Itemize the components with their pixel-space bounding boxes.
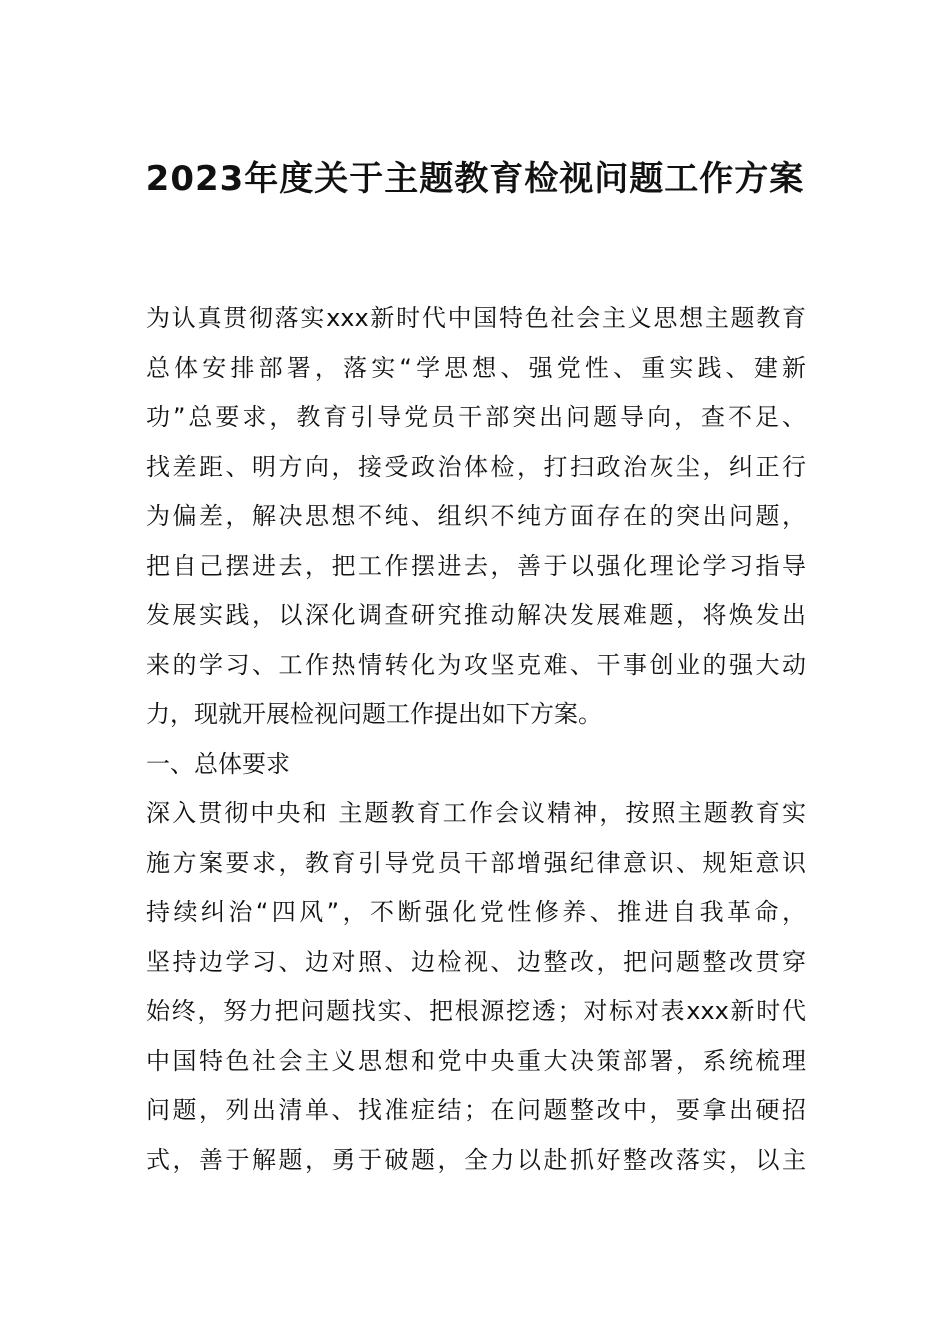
text-line: 持续纠治“四风”，不断强化党性修养、推进自我革命， <box>146 898 806 926</box>
text-line: 问题，列出清单、找准症结；在问题整改中，要拿出硬招 <box>146 1096 806 1124</box>
text-line: 力，现就开展检视问题工作提出如下方案。 <box>146 700 602 728</box>
text-line: 功”总要求，教育引导党员干部突出问题导向，查不足、 <box>146 403 806 431</box>
document-title: 2023年度关于主题教育检视问题工作方案 <box>145 159 805 199</box>
text-line: 发展实践，以深化调查研究推动解决发展难题，将焕发出 <box>146 601 806 629</box>
text-line: 坚持边学习、边对照、边检视、边整改，把问题整改贯穿 <box>146 947 806 976</box>
text-line: 为认真贯彻落实xxx新时代中国特色社会主义思想主题教育 <box>146 304 806 332</box>
text-line: 找差距、明方向，接受政治体检，打扫政治灰尘，纠正行 <box>146 452 806 481</box>
text-line: 把自己摆进去，把工作摆进去，善于以强化理论学习指导 <box>146 551 806 580</box>
text-line: 来的学习、工作热情转化为攻坚克难、干事创业的强大动 <box>146 650 806 679</box>
text-line: 深入贯彻中央和 主题教育工作会议精神，按照主题教育实 <box>146 799 806 827</box>
text-line: 为偏差，解决思想不纯、组织不纯方面存在的突出问题， <box>146 502 806 530</box>
text-line: 中国特色社会主义思想和党中央重大决策部署，系统梳理 <box>146 1046 806 1075</box>
text-line: 施方案要求，教育引导党员干部增强纪律意识、规矩意识 <box>146 848 806 877</box>
text-line: 一、总体要求 <box>146 749 290 778</box>
text-line: 总体安排部署，落实“学思想、强党性、重实践、建新 <box>146 353 806 382</box>
document-body <box>146 294 806 1185</box>
text-line: 始终，努力把问题找实、把根源挖透；对标对表xxx新时代 <box>146 997 806 1025</box>
text-line: 式，善于解题，勇于破题，全力以赴抓好整改落实，以主 <box>146 1145 806 1174</box>
